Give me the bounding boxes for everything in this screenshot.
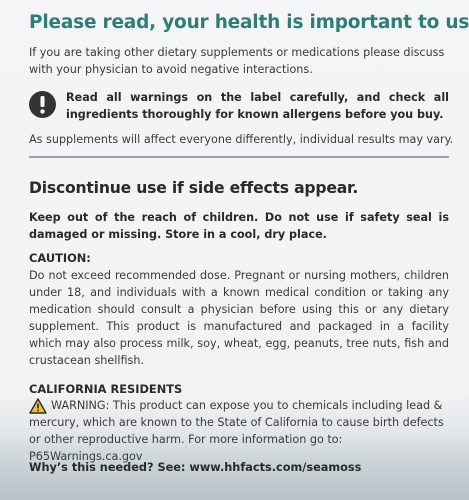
california-label: CALIFORNIA RESIDENTS xyxy=(29,382,183,396)
storage-text: Keep out of the reach of children. Do not use if safety seal is damaged or missing. Store in a cool, dry place. xyxy=(29,211,449,241)
caution-text: Do not exceed recommended dose. Pregnant or nursing mothers, children under 18, and individuals with a known medical condition or taking any medication should consult a physician before using this or any dietary supplement. This product is manufactured and packaged in a facility which may also process milk, soy, wheat, egg, peanuts, tree nuts, fish and crustacean shellfish. xyxy=(29,269,449,367)
discontinue-heading: Discontinue use if side effects appear. xyxy=(29,179,359,197)
footer-link-text: Why’s this needed? See: www.hhfacts.com/seamoss xyxy=(29,461,362,474)
section-divider xyxy=(29,156,449,158)
page-title: Please read, your health is important to us xyxy=(29,12,469,33)
exclamation-icon xyxy=(29,91,56,118)
california-warning-text: WARNING: This product can expose you to chemicals including lead & mercury, which are known to the State of California to cause birth defects or other reproductive harm. For more information go to: P65Warnings.ca.gov xyxy=(29,399,444,463)
results-note: As supplements will affect everyone differently, individual results may vary. xyxy=(29,133,454,146)
alert-text: Read all warnings on the label carefully, and check all ingredients thoroughly for known allergens before you buy. xyxy=(66,91,449,121)
intro-text: If you are taking other dietary supplements or medications please discuss with your physician to avoid negative interactions. xyxy=(29,46,445,76)
caution-label: CAUTION: xyxy=(29,251,91,265)
